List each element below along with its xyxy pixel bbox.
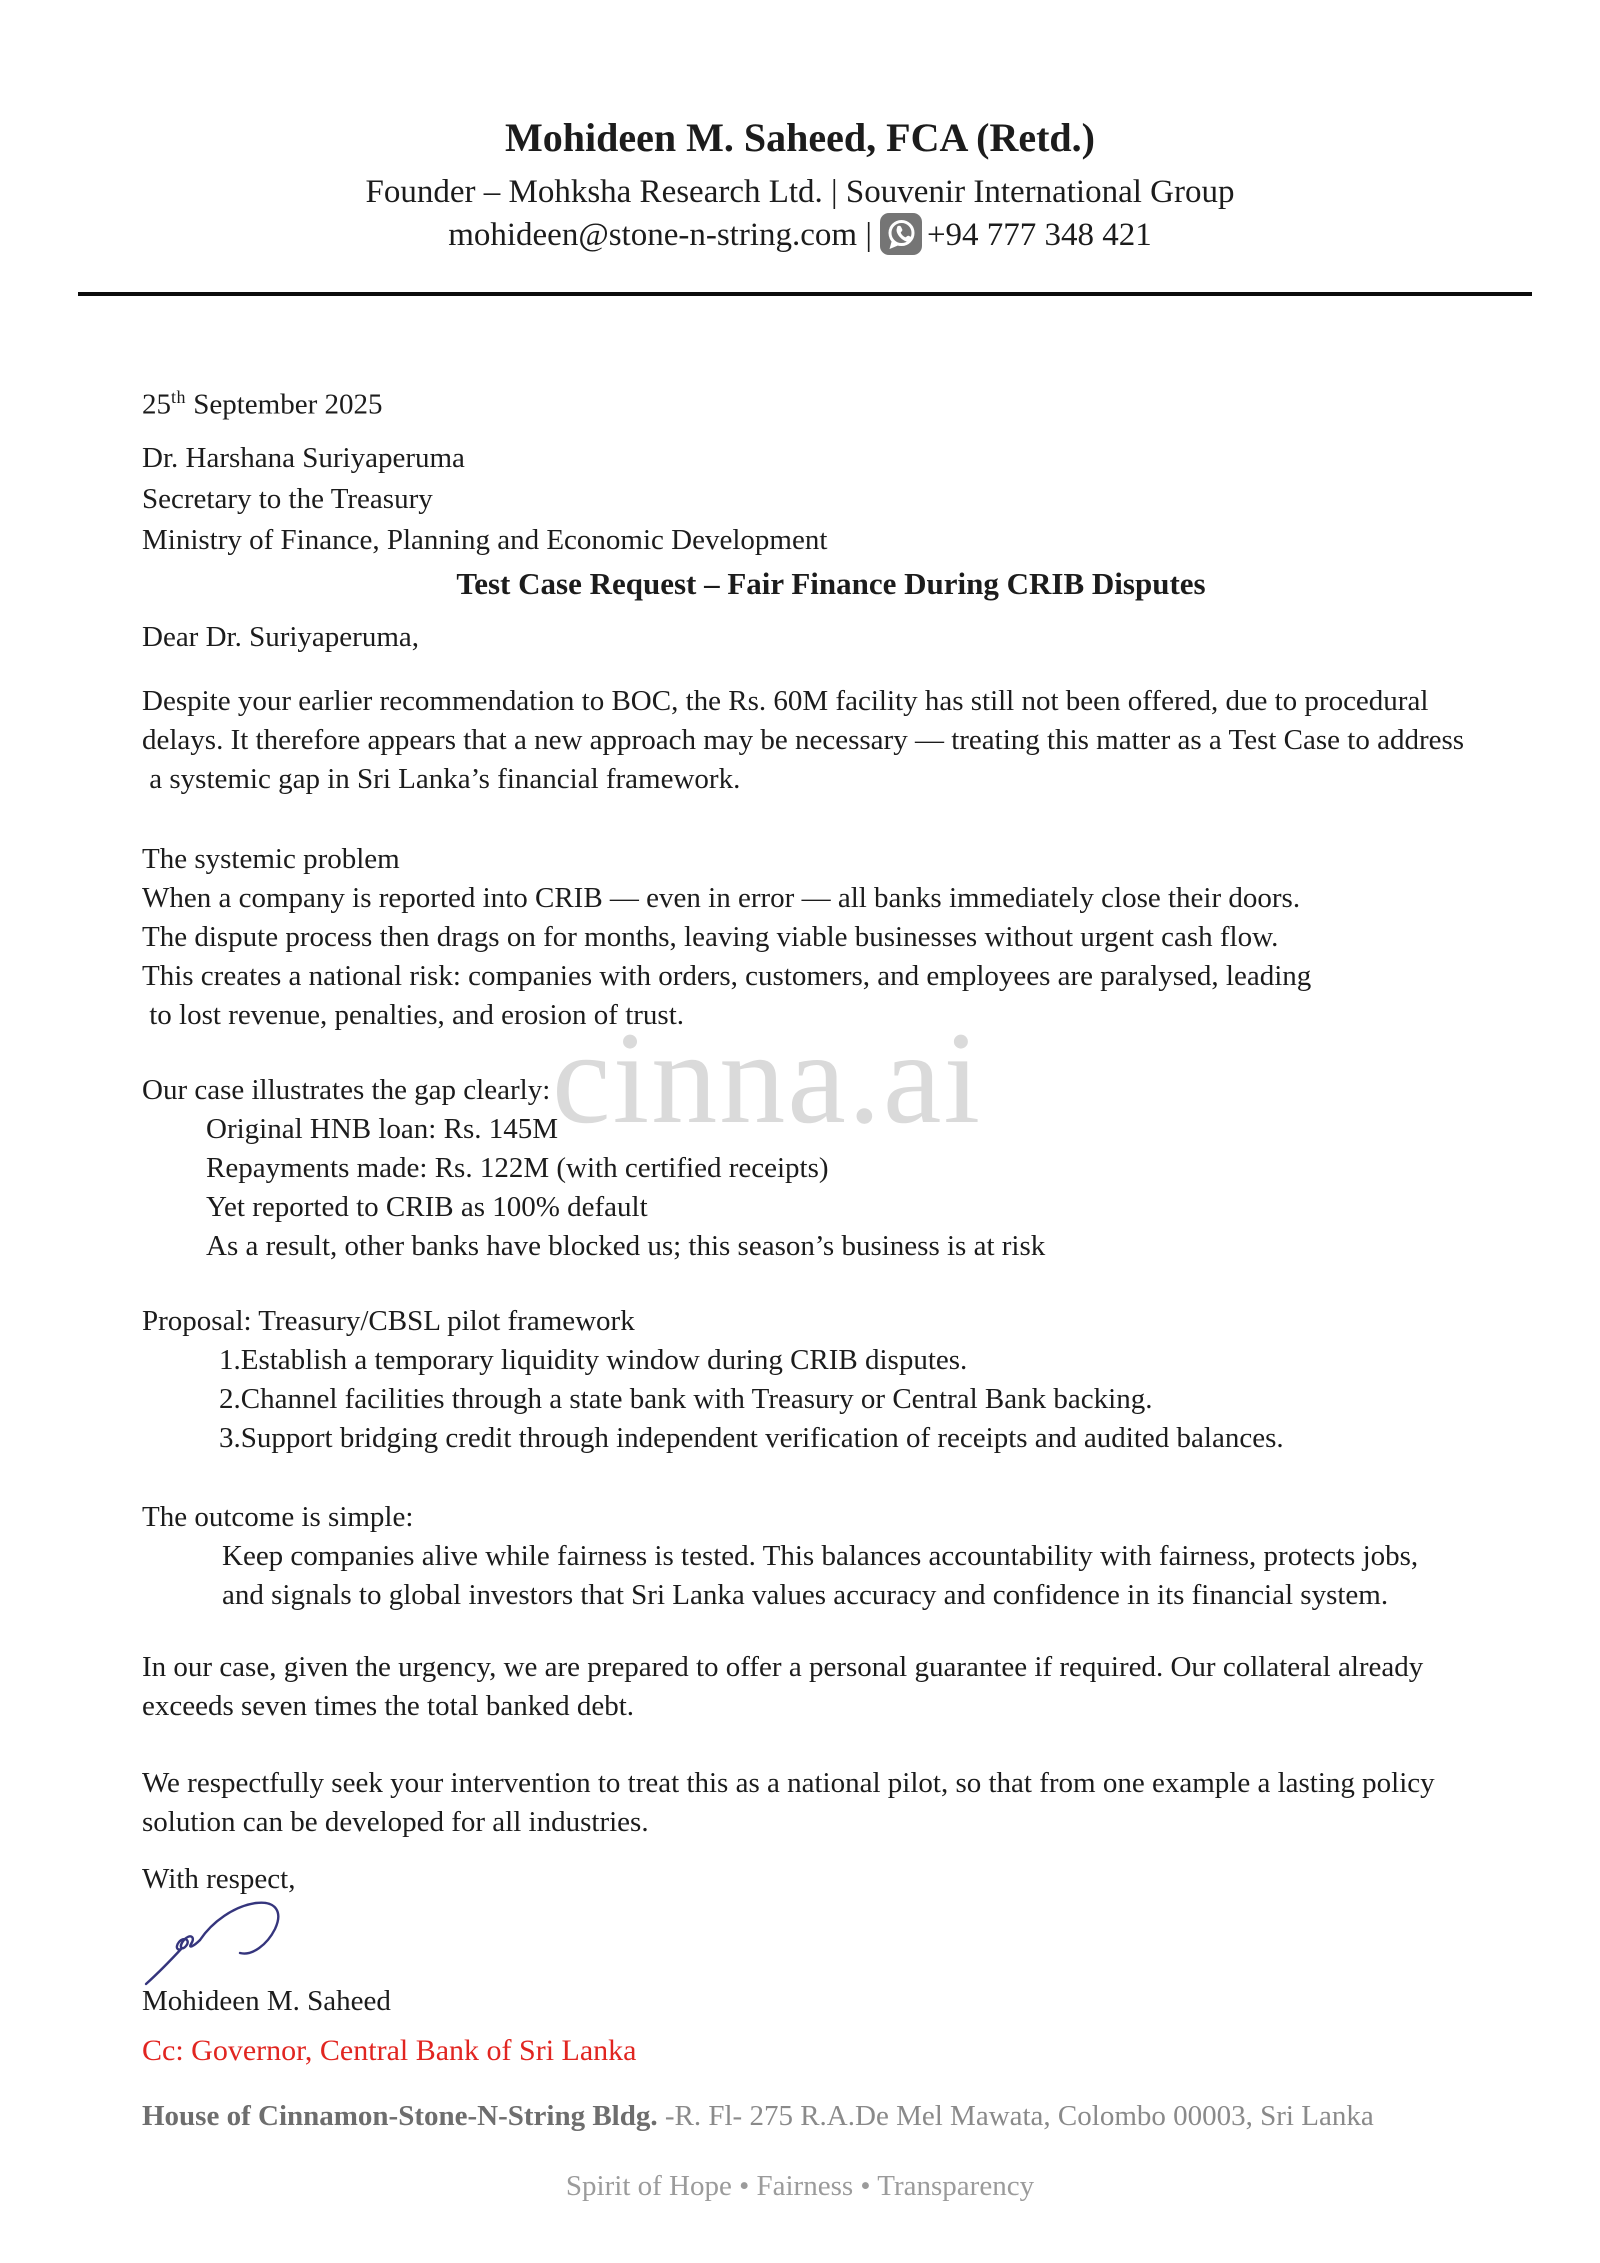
body-line: a systemic gap in Sri Lanka’s financial framework. xyxy=(142,763,741,795)
body-line: Despite your earlier recommendation to BOC, the Rs. 60M facility has still not been offered, due to procedural xyxy=(142,685,1429,717)
subject-line: Test Case Request – Fair Finance During CRIB Disputes xyxy=(456,566,1206,601)
section-heading: The systemic problem xyxy=(142,843,400,875)
sender-phone: +94 777 348 421 xyxy=(926,217,1152,253)
header-divider xyxy=(78,292,1532,296)
section-systemic-problem xyxy=(142,840,1520,1035)
body-line: In our case, given the urgency, we are prepared to offer a personal guarantee if required. Our collateral already xyxy=(142,1651,1424,1683)
paragraph-intro xyxy=(142,682,1520,799)
signature xyxy=(138,1896,306,1995)
body-line: Keep companies alive while fairness is tested. This balances accountability with fairness, protects jobs, xyxy=(222,1540,1419,1572)
body-line: and signals to global investors that Sri Lanka values accuracy and confidence in its financial system. xyxy=(222,1579,1389,1611)
case-item: Original HNB loan: Rs. 145M xyxy=(206,1113,559,1145)
signer-name: Mohideen M. Saheed xyxy=(142,1985,391,2017)
proposal-item: 2.Channel facilities through a state bank with Treasury or Central Bank backing. xyxy=(219,1383,1153,1415)
body-line: delays. It therefore appears that a new approach may be necessary — treating this matter as a Test Case to address xyxy=(142,724,1465,756)
section-heading: Our case illustrates the gap clearly: xyxy=(142,1074,551,1106)
section-case xyxy=(142,1071,1520,1266)
recipient-ministry: Ministry of Finance, Planning and Economic Development xyxy=(142,524,828,556)
footer-tagline: Spirit of Hope • Fairness • Transparency xyxy=(565,2170,1035,2202)
body-line: The dispute process then drags on for months, leaving viable businesses without urgent cash flow. xyxy=(142,921,1279,953)
paragraph-guarantee xyxy=(142,1648,1520,1726)
case-item: Yet reported to CRIB as 100% default xyxy=(206,1191,648,1223)
body-line: This creates a national risk: companies with orders, customers, and employees are paralysed, leading xyxy=(142,960,1312,992)
whatsapp-icon xyxy=(879,212,923,256)
date-rest: September 2025 xyxy=(185,388,383,421)
watermark: cinna.ai xyxy=(552,1004,983,1151)
section-outcome xyxy=(142,1498,1520,1615)
body-line: solution can be developed for all industries. xyxy=(142,1806,649,1838)
letter-date xyxy=(142,378,1520,425)
body-line: exceeds seven times the total banked debt. xyxy=(142,1690,635,1722)
section-proposal xyxy=(142,1302,1520,1458)
paragraph-request xyxy=(142,1764,1520,1842)
date-suffix: th xyxy=(171,387,186,407)
case-item: Repayments made: Rs. 122M (with certified receipts) xyxy=(206,1152,829,1184)
sender-name: Mohideen M. Saheed, FCA (Retd.) xyxy=(505,115,1095,160)
contact-separator: | xyxy=(857,217,872,253)
proposal-item: 3.Support bridging credit through independent verification of receipts and audited balances. xyxy=(219,1422,1284,1454)
recipient-title: Secretary to the Treasury xyxy=(142,483,433,515)
salutation: Dear Dr. Suriyaperuma, xyxy=(142,621,420,653)
body-line: When a company is reported into CRIB — even in error — all banks immediately close their doors. xyxy=(142,882,1301,914)
signature-stroke xyxy=(146,1936,200,1984)
date-day: 25 xyxy=(142,388,171,421)
footer-address xyxy=(142,2100,1520,2133)
sender-affiliation: Founder – Mohksha Research Ltd. | Souvenir International Group xyxy=(365,174,1235,210)
proposal-item: 1.Establish a temporary liquidity window during CRIB disputes. xyxy=(219,1344,968,1376)
signature-stroke xyxy=(200,1903,278,1954)
sender-contact xyxy=(0,212,1600,257)
cc-line: Cc: Governor, Central Bank of Sri Lanka xyxy=(142,2034,637,2067)
footer-address-street: -R. Fl- 275 R.A.De Mel Mawata, Colombo 00003, Sri Lanka xyxy=(657,2100,1374,2132)
body-line: to lost revenue, penalties, and erosion of trust. xyxy=(142,999,685,1031)
footer-address-building: House of Cinnamon-Stone-N-String Bldg. xyxy=(142,2100,658,2132)
closing: With respect, xyxy=(142,1863,296,1895)
case-item: As a result, other banks have blocked us; this season’s business is at risk xyxy=(206,1230,1046,1262)
section-heading: The outcome is simple: xyxy=(142,1501,414,1533)
recipient-name: Dr. Harshana Suriyaperuma xyxy=(142,442,465,474)
body-line: We respectfully seek your intervention to treat this as a national pilot, so that from one example a lasting policy xyxy=(142,1767,1435,1799)
sender-email: mohideen@stone-n-string.com xyxy=(448,217,858,253)
section-heading: Proposal: Treasury/CBSL pilot framework xyxy=(142,1305,635,1337)
recipient-block xyxy=(142,438,1520,561)
